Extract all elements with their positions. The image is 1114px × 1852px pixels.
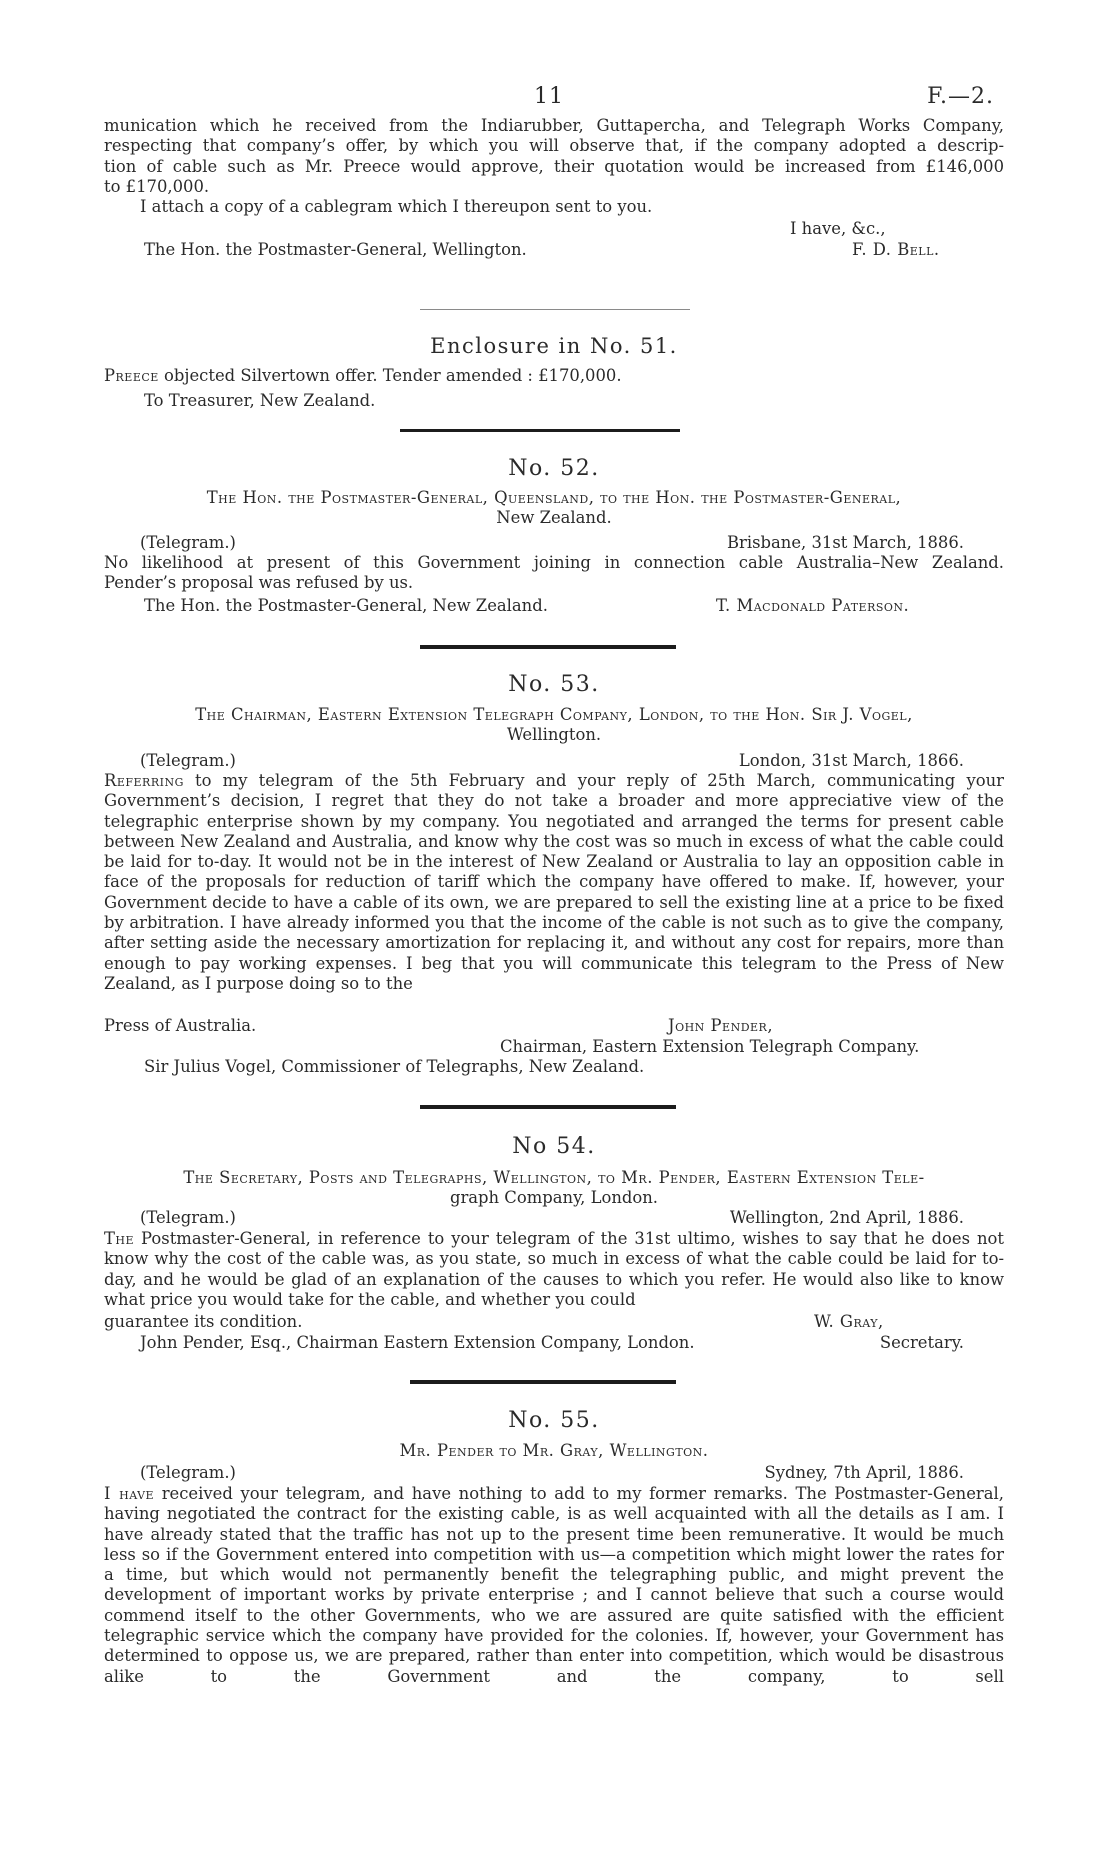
place-date: Sydney, 7th April, 1886. (764, 1463, 964, 1482)
addressee: John Pender, Esq., Chairman Eastern Extension Company, London. (140, 1333, 695, 1352)
enclosure-heading: Enclosure in No. 51. (430, 334, 678, 358)
message-body-53 (104, 771, 1004, 994)
text-line: Pender’s proposal was refused by us. (104, 573, 414, 593)
telegram-label: (Telegram.) (140, 533, 236, 552)
section-title-55: Mr. Pender to Mr. Gray, Wellington. (399, 1441, 709, 1460)
section-divider (420, 309, 690, 310)
signatory: T. Macdonald Paterson. (716, 596, 910, 615)
telegram-label: (Telegram.) (140, 1208, 236, 1227)
enclosure-text (104, 366, 1004, 386)
section-title-53 (104, 705, 1004, 746)
text-line: munication which he received from the Indiarubber, Guttapercha, and Telegraph Works Company, (104, 116, 1004, 135)
document-reference: F.—2. (927, 84, 994, 109)
message-text: to my telegram of the 5th February and your reply of 25th March, communicating your Government’s decision, I regret that they do not take a broader and more appreciative view of the telegraphic enterprise shown by my company. You negotiated and arranged the terms for present cable between New Zealand and Australia, and know why the cost was so much in excess of what the cable could be laid for to-day. It would not be in the interest of New Zealand or Australia to lay an opposition cable in face of the proposals for reduction of tariff which the company have offered to make. If, however, your Government decide to have a cable of its own, we are prepared to sell the existing line at a price to be fixed by arbitration. I have already informed you that the income of the cable is not such as to give the company, after setting aside the necessary amortization for replacing it, and without any cost for repairs, more than enough to pay working expenses. I beg that you will communicate this telegram to the Press of New Zealand, as I purpose doing so to the (104, 771, 1004, 993)
enclosure-addressee: To Treasurer, New Zealand. (144, 391, 376, 410)
addressee-line (104, 1333, 1004, 1353)
text-line: respecting that company’s offer, by which you will observe that, if the company adopted a descrip- (104, 136, 1004, 156)
signatory: John Pender, (668, 1016, 774, 1035)
telegram-label: (Telegram.) (140, 1463, 236, 1482)
addressee: Sir Julius Vogel, Commissioner of Telegraphs, New Zealand. (144, 1057, 645, 1076)
telegram-label: (Telegram.) (140, 751, 236, 770)
section-title-52 (104, 488, 1004, 529)
message-body-55 (104, 1484, 1004, 1687)
intro-paragraph (104, 116, 1004, 197)
title-line: Wellington. (506, 725, 602, 745)
signatory-title: Chairman, Eastern Extension Telegraph Company. (500, 1037, 920, 1056)
attach-line: I attach a copy of a cablegram which I thereupon sent to you. (140, 197, 653, 216)
page-number: 11 (534, 84, 564, 109)
section-heading-52: No. 52. (508, 456, 600, 481)
message-body-52 (104, 553, 1004, 594)
section-divider (420, 645, 676, 649)
closing-line (104, 1016, 1004, 1036)
addressee: The Hon. the Postmaster-General, New Zealand. (144, 596, 548, 615)
text-line: Press of Australia. (104, 1016, 257, 1035)
section-divider (410, 1380, 676, 1384)
opening-word: I have (104, 1484, 155, 1503)
message-body-54 (104, 1229, 1004, 1310)
closing-phrase: I have, &c., (790, 219, 886, 238)
title-line: graph Company, London. (449, 1188, 659, 1208)
place-date: London, 31st March, 1866. (738, 751, 964, 770)
text-line: to £170,000. (104, 176, 210, 196)
text-line: guarantee its condition. (104, 1312, 303, 1331)
title-line: The Secretary, Posts and Telegraphs, Wellington, to Mr. Pender, Eastern Extension Tele- (183, 1168, 925, 1187)
signatory: W. Gray, (814, 1312, 884, 1331)
message-text: received your telegram, and have nothing to add to my former remarks. The Postmaster-General, having negotiated the contract for the existing cable, is as well acquainted with all the details as I am. I have already stated that the traffic has not up to the present time been remunerative. It would be much less so if the Government entered into competition with us—a competition which might lower the rates for a time, but which would not permanently benefit the telegraphing public, and might prevent the development of important works by private enterprise ; and I cannot believe that such a course would commend itself to the other Governments, who we are assured are quite satisfied with the efficient telegraphic service which the company have provided for the colonies. If, however, your Government has determined to oppose us, we are prepared, rather than enter into competition, which would be disastrous alike to the Government and the company, to sell (104, 1484, 1004, 1686)
signatory-title: Secretary. (879, 1333, 964, 1352)
text-line: tion of cable such as Mr. Preece would approve, their quotation would be increased from £146,000 (104, 156, 1004, 176)
title-line: New Zealand. (496, 508, 612, 528)
section-title-54 (104, 1168, 1004, 1209)
closing-line (104, 1312, 1004, 1332)
telegram-line (104, 533, 1004, 553)
section-divider (400, 429, 680, 432)
telegram-line (104, 1208, 1004, 1228)
section-heading-53: No. 53. (508, 672, 600, 697)
section-divider (420, 1105, 676, 1109)
message-text: Postmaster-General, in reference to your telegram of the 31st ultimo, wishes to say that he does not know why the cost of the cable was, as you state, so much in excess of what the cable could be laid for to-day, and he would be glad of an explanation of the causes to which you refer. He would also like to know what price you would take for the cable, and whether you could (104, 1229, 1004, 1309)
addressee: The Hon. the Postmaster-General, Wellington. (144, 240, 527, 259)
sender-name: Preece (104, 366, 159, 385)
signatory: F. D. Bell. (852, 240, 940, 259)
opening-word: Referring (104, 771, 184, 790)
title-line: The Hon. the Postmaster-General, Queensland, to the Hon. the Postmaster-General, (206, 488, 902, 507)
section-heading-54: No 54. (512, 1134, 596, 1159)
title-line: The Chairman, Eastern Extension Telegraph Company, London, to the Hon. Sir J. Vogel, (195, 705, 913, 724)
text-line: No likelihood at present of this Government joining in connection cable Australia–New Zealand. (104, 553, 1004, 572)
place-date: Brisbane, 31st March, 1886. (726, 533, 964, 552)
telegram-line (104, 1463, 1004, 1483)
enclosure-message: objected Silvertown offer. Tender amended : £170,000. (158, 366, 622, 385)
section-heading-55: No. 55. (508, 1408, 600, 1433)
telegram-line (104, 751, 1004, 771)
place-date: Wellington, 2nd April, 1886. (729, 1208, 964, 1227)
opening-word: The (104, 1229, 135, 1248)
